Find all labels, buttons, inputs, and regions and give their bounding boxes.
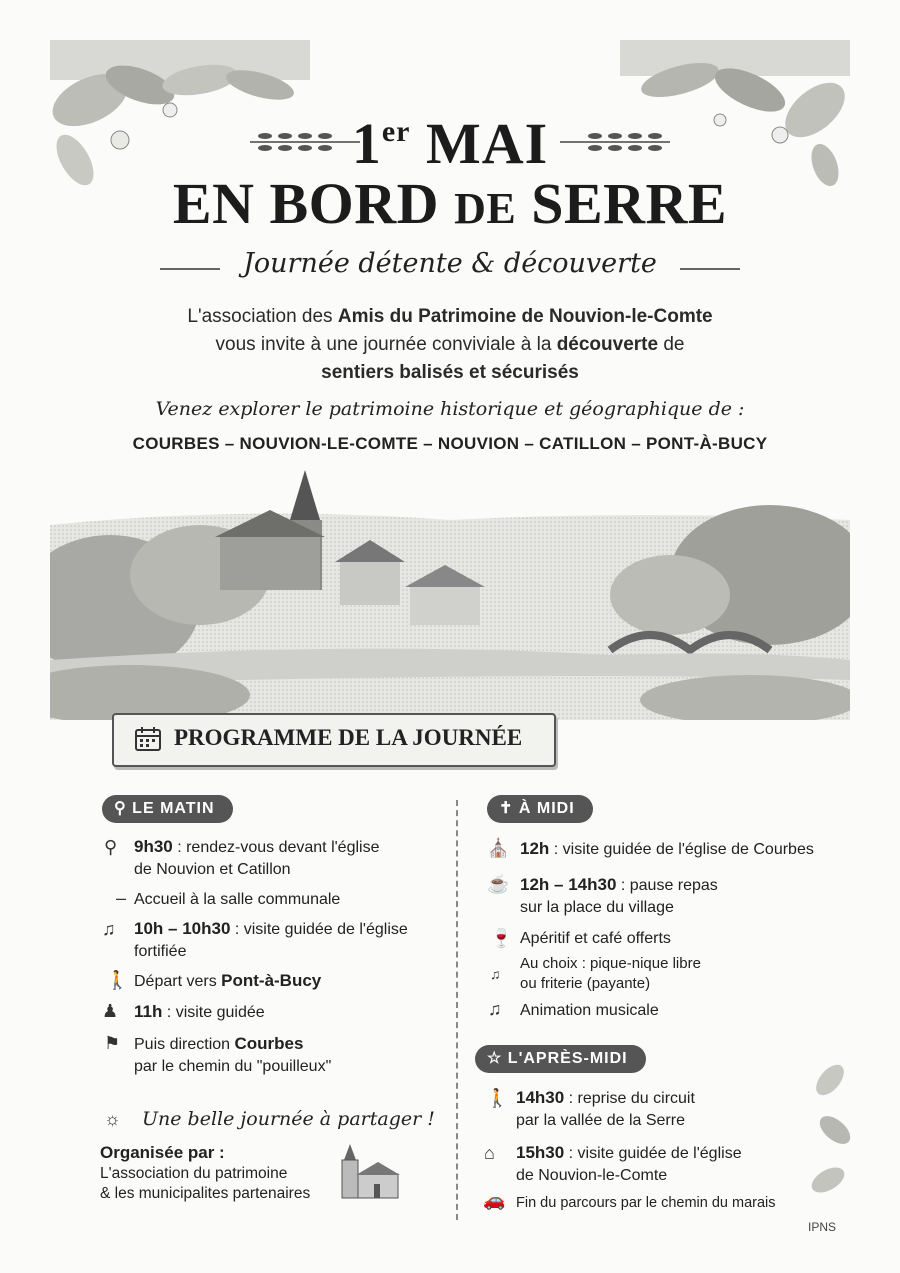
- home-church-icon: ⌂: [484, 1143, 495, 1163]
- intro-line1: L'association des Amis du Patrimoine de Nouvion-le-Comte: [187, 306, 713, 327]
- tagline: Une belle journée à partager !: [142, 1108, 435, 1130]
- explore-text: Venez explorer le patrimoine historique et géographique de :: [155, 398, 745, 420]
- page-title-line2: EN BORD DE SERRE: [172, 171, 728, 236]
- matin-item-1: 9h30 : rendez-vous devant l'église de Nouvion et Catillon: [134, 837, 380, 878]
- guide-icon: ♫: [102, 919, 116, 939]
- walker-icon: 🚶: [106, 970, 129, 990]
- matin-item-6: Puis direction Courbes par le chemin du "pouilleux": [134, 1034, 332, 1075]
- church-sketch-icon: [330, 1142, 410, 1202]
- village-illustration: [50, 465, 850, 720]
- sun-icon: ☼: [104, 1109, 121, 1129]
- subtitle-rule-right: [680, 268, 740, 270]
- midi-item-1: 12h : visite guidée de l'église de Courbes: [520, 839, 814, 858]
- dash-icon: –: [116, 888, 127, 908]
- midi-item-4: Au choix : pique-nique libre ou friterie (payante): [520, 955, 701, 992]
- apresmidi-item-3: Fin du parcours par le chemin du marais: [516, 1195, 776, 1211]
- hiker-icon: ⚑: [104, 1033, 121, 1053]
- leaf-bottom-right-icon: [800, 1050, 852, 1210]
- section-apresmidi-label: ☆ L'APRÈS-MIDI: [475, 1045, 646, 1073]
- calendar-icon: [134, 726, 162, 752]
- villages-list: COURBES – NOUVION-LE-COMTE – NOUVION – CATILLON – PONT-À-BUCY: [132, 434, 768, 453]
- midi-item-3: Apéritif et café offerts: [520, 930, 671, 947]
- intro-line2: vous invite à une journée conviviale à la découverte de: [215, 334, 685, 355]
- programme-banner: [112, 713, 556, 767]
- church-icon: ⛪: [487, 838, 510, 858]
- section-midi-label: ✝ À MIDI: [487, 795, 593, 823]
- intro-line3: sentiers balisés et sécurisés: [321, 362, 579, 383]
- wine-glass-icon: 🍷: [490, 928, 513, 948]
- matin-item-4: Départ vers Pont-à-Bucy: [134, 971, 322, 990]
- ipns-mark: IPNS: [807, 1220, 836, 1234]
- page-title-line1: 1er MAI: [351, 111, 549, 176]
- section-matin-label: ⚲ LE MATIN: [102, 795, 233, 823]
- group-icon: ♟: [102, 1001, 119, 1021]
- car-icon: 🚗: [483, 1190, 506, 1210]
- music-note-icon: ♫: [488, 999, 502, 1019]
- subtitle: Journée détente & découverte: [243, 248, 657, 279]
- apresmidi-item-1: 14h30 : reprise du circuit par la vallée de la Serre: [516, 1088, 695, 1129]
- matin-item-5: 11h : visite guidée: [134, 1002, 265, 1021]
- apresmidi-item-2: 15h30 : visite guidée de l'église de Nouvion-le-Comte: [516, 1143, 742, 1184]
- column-divider: [456, 800, 458, 1220]
- music-note-small-icon: ♫: [490, 966, 501, 982]
- programme-title: PROGRAMME DE LA JOURNÉE: [174, 725, 523, 750]
- location-pin-icon: ⚲: [104, 837, 118, 857]
- hiking-icon: 🚶: [486, 1088, 509, 1108]
- picnic-basket-icon: ☕: [487, 874, 510, 894]
- matin-item-2: Accueil à la salle communale: [134, 891, 341, 908]
- midi-item-2: 12h – 14h30 : pause repas sur la place du village: [520, 875, 718, 916]
- midi-item-5: Animation musicale: [520, 1002, 659, 1019]
- matin-item-3: 10h – 10h30 : visite guidée de l'église fortifiée: [134, 919, 408, 960]
- organizer-block: Organisée par : L'association du patrimoine & les municipalites partenaires: [100, 1143, 311, 1202]
